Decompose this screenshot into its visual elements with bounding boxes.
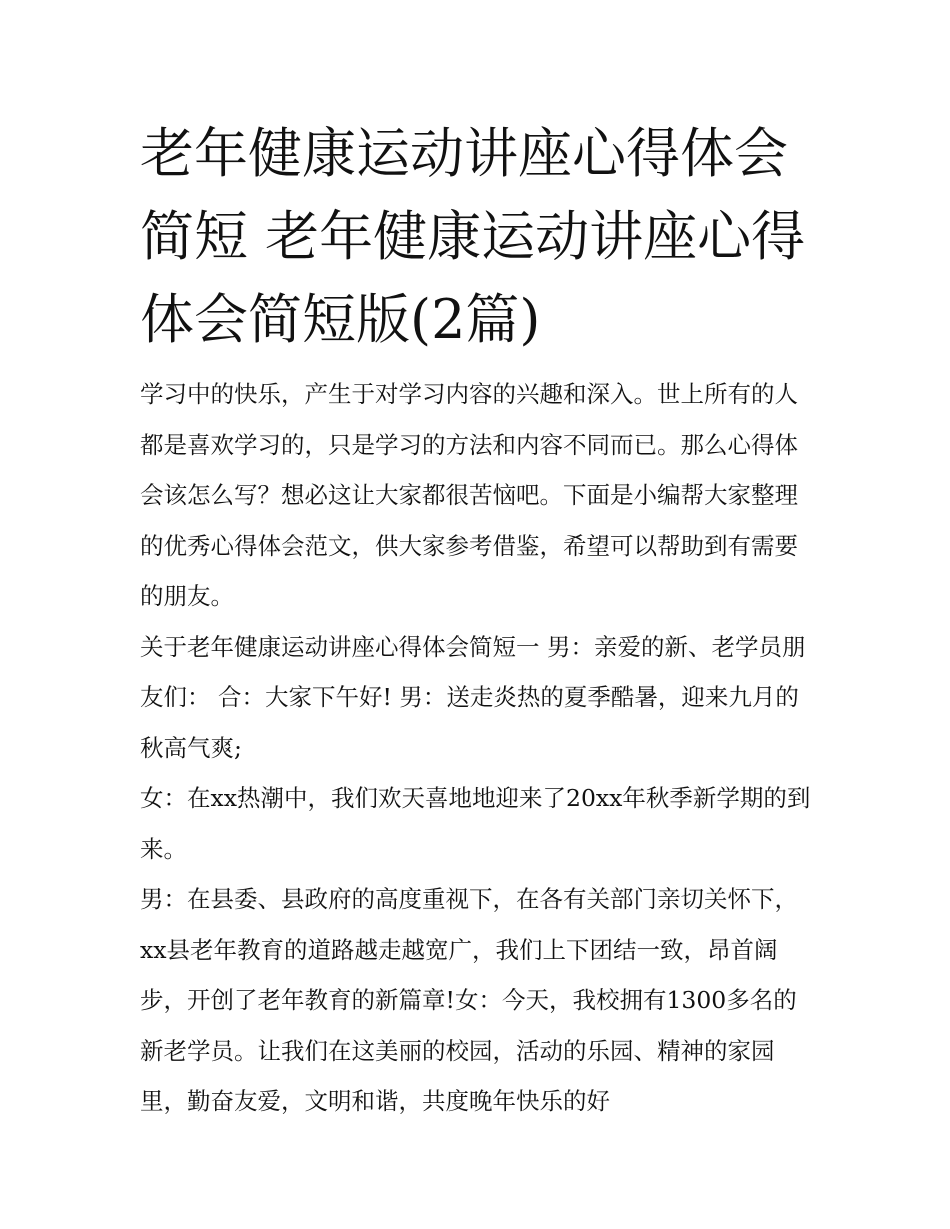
paragraph-intro: 学习中的快乐，产生于对学习内容的兴趣和深入。世上所有的人都是喜欢学习的，只是学习的方法和内容不同而已。那么心得体会该怎么写？想必这让大家都很苦恼吧。下面是小编帮大家整理的优秀心得体会范文，供大家参考借鉴，希望可以帮助到有需要的朋友。 bbox=[140, 380, 798, 610]
paragraph-3: 男：在县委、县政府的高度重视下，在各有关部门亲切关怀下，xx县老年教育的道路越走越宽广，我们上下团结一致，昂首阔步，开创了老年教育的新篇章!女：今天，我校拥有1300多名的新老学员。让我们在这美丽的校园，活动的乐园、精神的家园里，勤奋友爱，文明和谐，共度晚年快乐的好 bbox=[140, 885, 798, 1115]
document-title: 老年健康运动讲座心得体会简短 老年健康运动讲座心得体会简短版(2篇) bbox=[140, 122, 806, 351]
paragraph-2: 女：在xx热潮中，我们欢天喜地地迎来了20xx年秋季新学期的到来。 bbox=[140, 784, 811, 863]
document-page bbox=[140, 112, 820, 1127]
paragraph-1: 关于老年健康运动讲座心得体会简短一 男：亲爱的新、老学员朋友们： 合：大家下午好! 男：送走炎热的夏季酷暑，迎来九月的秋高气爽; bbox=[140, 632, 806, 762]
